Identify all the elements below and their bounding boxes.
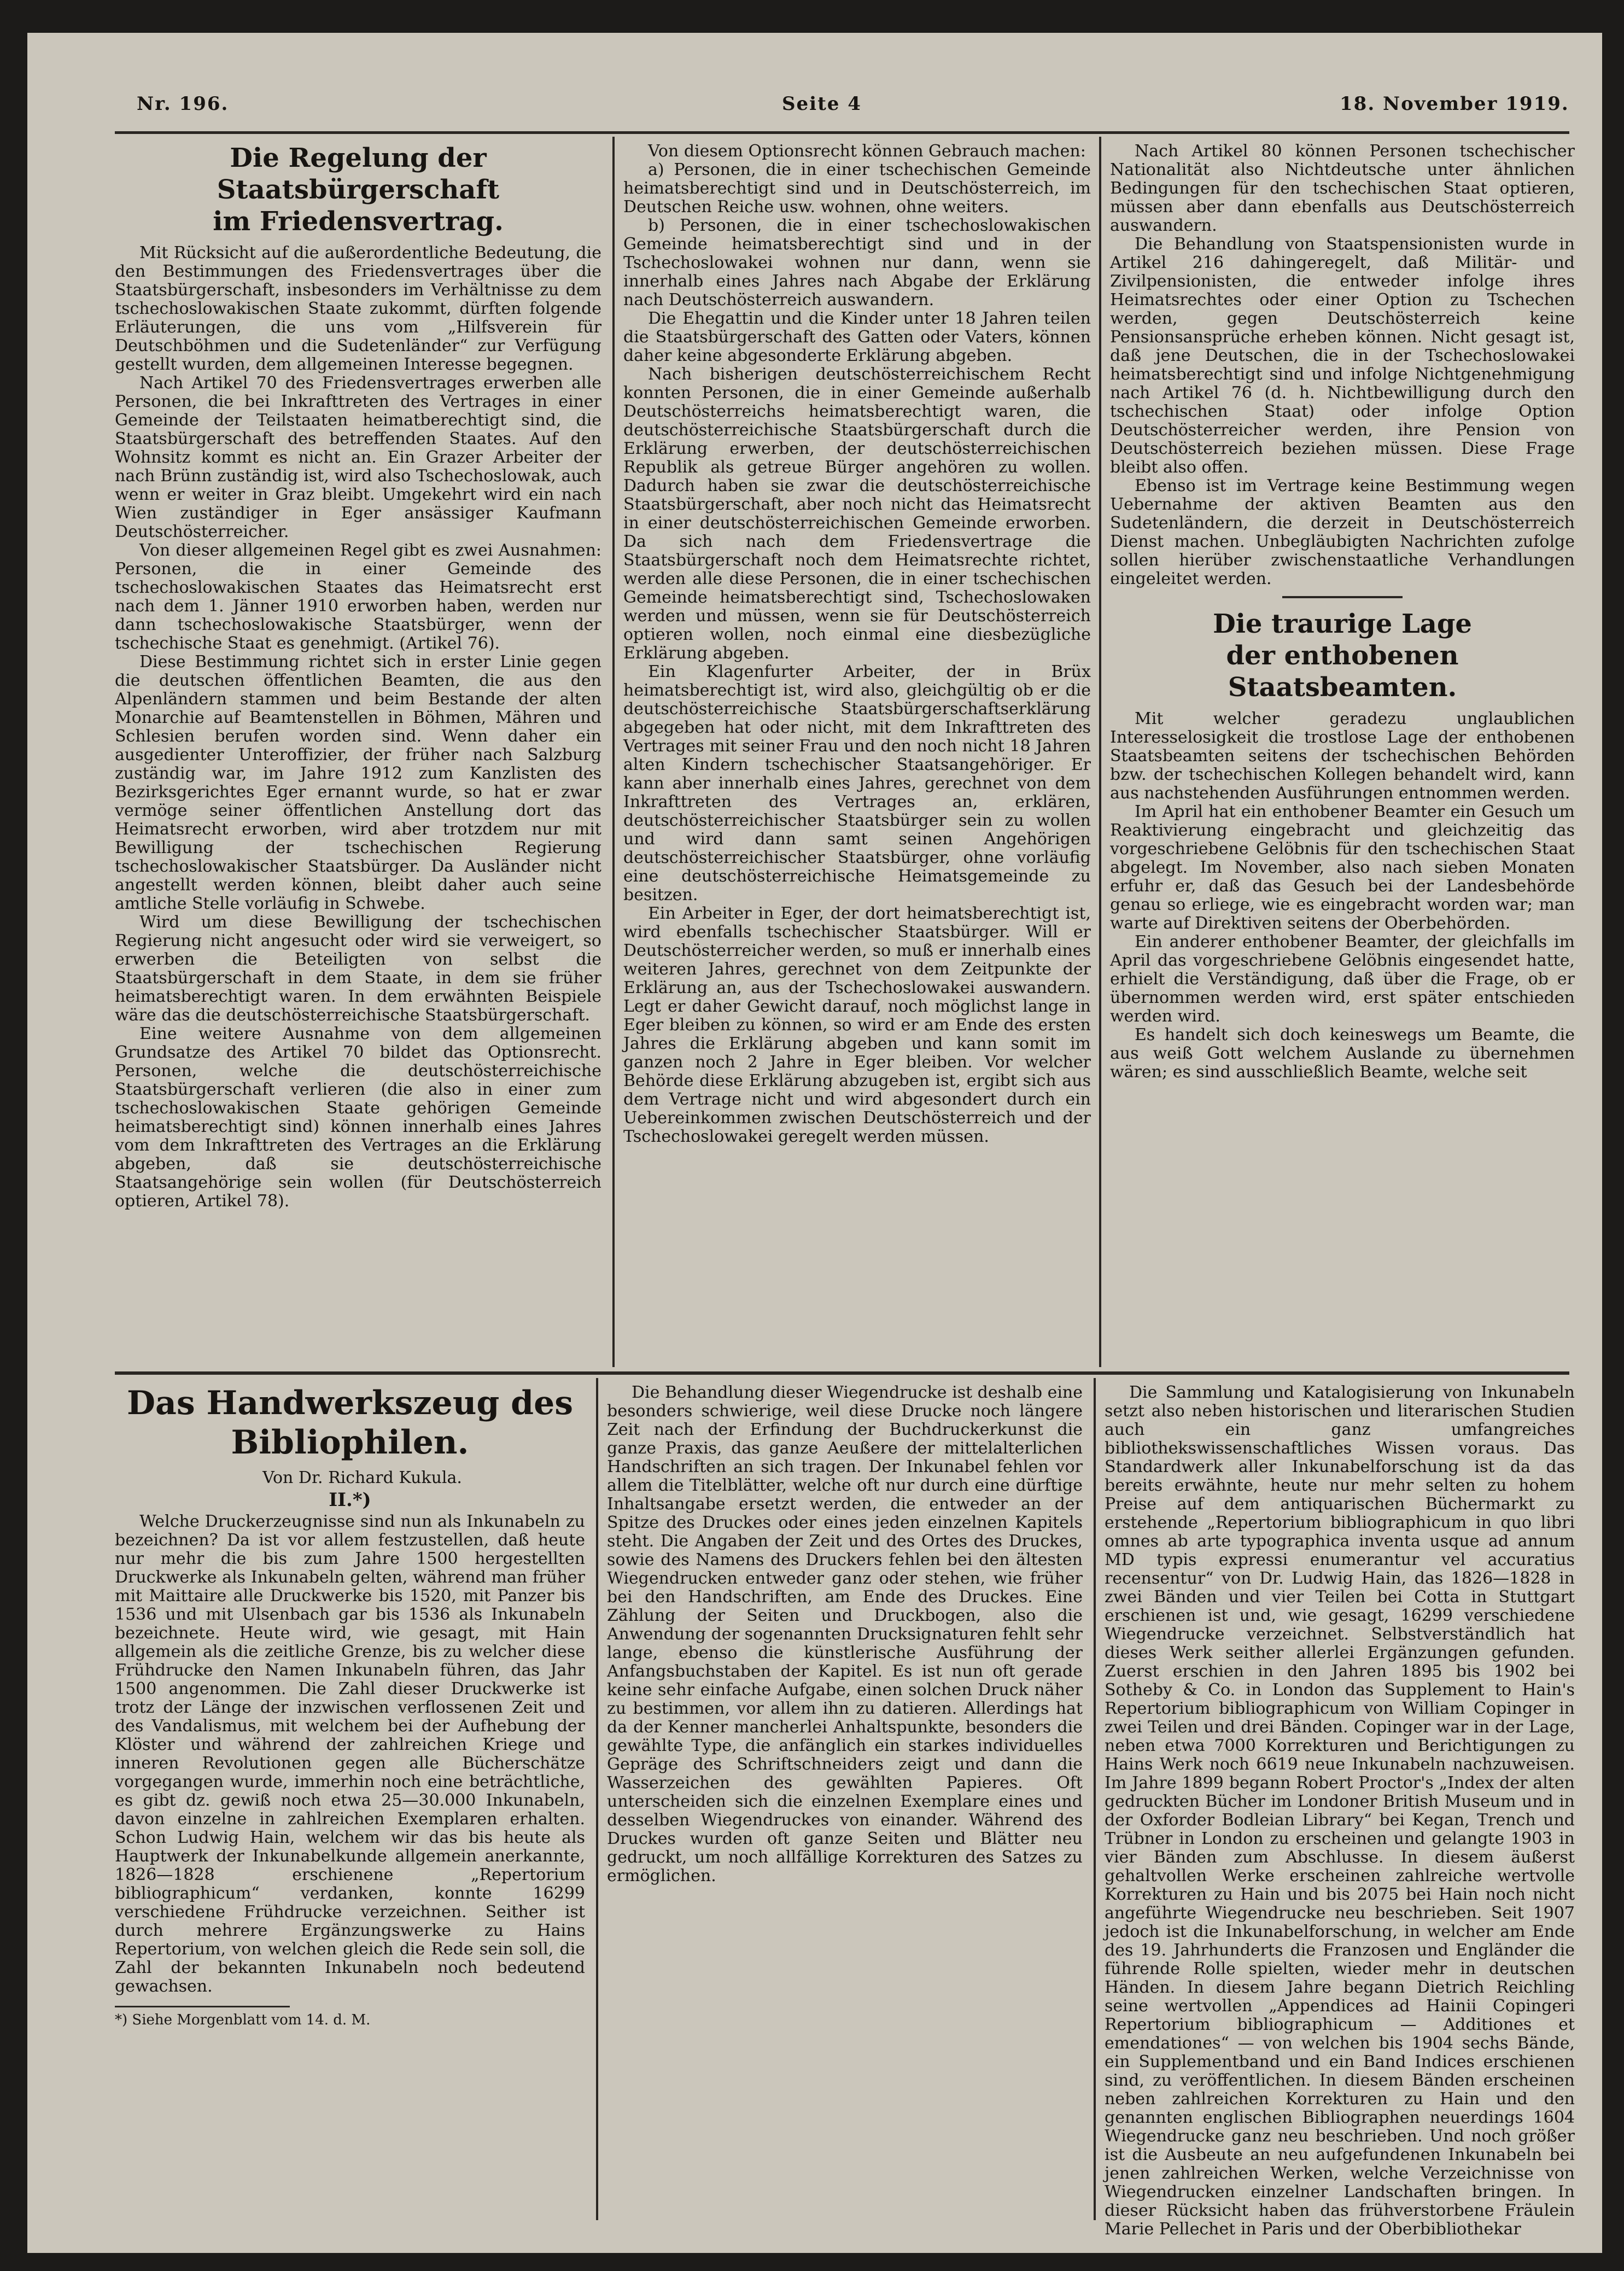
article-separator xyxy=(1282,596,1403,598)
article-column xyxy=(623,142,1091,1367)
article-column xyxy=(1110,142,1575,1367)
issue-date: 18. November 1919. xyxy=(1340,93,1569,115)
paragraph: Ein Arbeiter in Eger, der dort heimatsberechtigt ist, wird ebenfalls tschechischer Staatsbürger. Will er Deutschösterreicher werden, so muß er innerhalb eines weiteren Jahres, gerechnet von dem Zeitpunkte der Erklärung an, aus der Tschechoslowakei auswandern. Legt er daher Gewicht darauf, noch möglichst lange in Eger bleiben zu können, so wird er am Ende des ersten Jahres die Erklärung abgeben und kann somit im ganzen noch 2 Jahre in Eger bleiben. Vor welcher Behörde diese Erklärung abzugeben ist, ergibt sich aus dem Vertrage nicht und wird abgesondert durch ein Uebereinkommen zwischen Deutschösterreich und der Tschechoslowakei geregelt werden müssen. xyxy=(623,904,1091,1146)
paragraph: Mit Rücksicht auf die außerordentliche Bedeutung, die den Bestimmungen des Friedensvertrages über die Staatsbürgerschaft, insbesonders im Verhältnisse zu dem tschechoslowakischen Staate zukommt, dürften folgende Erläuterungen, die uns vom „Hilfsverein für Deutschböhmen und die Sudetenländer“ zur Verfügung gestellt wurden, dem allgemeinen Interesse begegnen. xyxy=(115,243,601,374)
paragraph: a) Personen, die in einer tschechischen Gemeinde heimatsberechtigt sind und in Deutschösterreich, im Deutschen Reiche usw. wohnen, ohne weiters. xyxy=(623,160,1091,217)
paragraph: Ein anderer enthobener Beamter, der gleichfalls im April das vorgeschriebene Gelöbnis eingesendet hatte, erhielt die Verständigung, daß über die Frage, ob er übernommen werden wird, erst später entschieden werden wird. xyxy=(1110,932,1575,1026)
article-title-line: Die traurige Lage xyxy=(1213,609,1472,639)
header-rule xyxy=(115,131,1569,134)
footnote: *) Siehe Morgenblatt vom 14. d. M. xyxy=(115,2012,371,2028)
article-column xyxy=(607,1383,1083,2226)
column-divider xyxy=(612,137,615,1367)
newspaper-page xyxy=(27,33,1602,2253)
paragraph: Es handelt sich doch keineswegs um Beamte, die aus weiß Gott welchem Auslande zu übernehmen wären; es sind ausschließlich Beamte, welche seit xyxy=(1110,1025,1575,1082)
paragraph: Diese Bestimmung richtet sich in erster Linie gegen die deutschen öffentlichen Beamten, die aus den Alpenländern stammen und beim Bestande der alten Monarchie auf Beamtenstellen in Böhmen, Mähren und Schlesien berufen worden sind. Wenn daher ein ausgedienter Unteroffizier, der früher nach Salzburg zuständig war, im Jahre 1912 zum Kanzlisten des Bezirksgerichtes Eger ernannt wurde, so hat er zwar vermöge seiner öffentlichen Anstellung dort das Heimatsrecht erworben, wird aber trotzdem nur mit Bewilligung der tschechischen Regierung tschechoslowakischer Staatsbürger. Da Ausländer nicht angestellt werden können, bleibt daher auch seine amtliche Stelle vorläufig in Schwebe. xyxy=(115,652,601,913)
paragraph: Nach bisherigen deutschösterreichischem Recht konnten Personen, die in einer Gemeinde außerhalb Deutschösterreichs heimatsberechtigt waren, die deutschösterreichische Staatsbürgerschaft durch die Erklärung erwerben, der deutschösterreichischen Republik als getreue Bürger angehören zu wollen. Dadurch haben sie zwar die deutschösterreichische Staatsbürgerschaft, aber noch nicht das Heimatsrecht in einer deutschösterreichischen Gemeinde erworben. Da sich nach dem Friedensvertrage die Staatsbürgerschaft noch dem Heimatsrechte richtet, werden alle diese Personen, die in einer tschechischen Gemeinde heimatsberechtigt sind, Tschechoslowaken werden und müssen, wenn sie für Deutschösterreich optieren wollen, noch einmal eine diesbezügliche Erklärung abgeben. xyxy=(623,365,1091,663)
column-divider xyxy=(1099,137,1101,1367)
column-divider xyxy=(1094,1378,1096,2220)
article-title: Das Handwerkszeug des Bibliophilen. xyxy=(126,1384,574,1462)
article-title xyxy=(115,142,601,237)
paragraph: Von diesem Optionsrecht können Gebrauch machen: xyxy=(648,142,1086,161)
article-column xyxy=(115,1383,585,2226)
column-divider xyxy=(596,1378,598,2220)
section-rule xyxy=(115,1371,1569,1375)
paragraph: Die Sammlung und Katalogisierung von Inkunabeln setzt also neben historischen und literarischen Studien auch ein ganz umfangreiches bibliothekswissenschaftliches Wissen voraus. Das Standardwerk aller Inkunabelforschung ist da das bereits erwähnte, heute nur mehr selten zu hohem Preise auf dem antiquarischen Büchermarkt zu erstehende „Repertorium bibliographicum in quo libri omnes ab arte typographica inventa usque ad annum MD typis expressi enumerantur vel accuratius recensentur“ von Dr. Ludwig Hain, das 1826—1828 in zwei Bänden und vier Teilen bei Cotta in Stuttgart erschienen ist und, wie gesagt, 16299 verschiedene Wiegendrucke verzeichnet. Selbstverständlich hat dieses Werk seither allerlei Ergänzungen gefunden. Zuerst erschien in den Jahren 1895 bis 1902 bei Sotheby & Co. in London das Supplement to Hain's Repertorium bibliographicum von William Copinger in zwei Teilen und drei Bänden. Copinger war in der Lage, neben etwa 7000 Korrekturen und Berichtigungen zu Hains Werk noch 6619 neue Inkunabeln nachzuweisen. Im Jahre 1899 begann Robert Proctor's „Index der alten gedruckten Bücher im Londoner British Museum und in der Oxforder Bodleian Library“ bei Kegan, Trench und Trübner in London zu erscheinen und gelangte 1903 in vier Bänden zum Abschlusse. In diesem äußerst gehaltvollen Werke erscheinen zahlreiche wertvolle Korrekturen zu Hain und bis 2075 bei Hain noch nicht angeführte Wiegendrucke neu beschrieben. Seit 1907 jedoch ist die Inkunabelforschung, in welcher am Ende des 19. Jahrhunderts die Franzosen und Engländer die führende Rolle spielten, wieder mehr in deutschen Händen. In diesem Jahre begann Dietrich Reichling seine wertvollen „Appendices ad Hainii Copingeri Repertorium bibliographicum — Additiones et emendationes“ — von welchen bis 1904 sechs Bände, ein Supplementband und ein Band Indices erschienen sind, zu veröffentlichen. In diesem Bänden erscheinen neben zahlreichen Korrekturen zu Hain und den genannten englischen Bibliographen neuerdings 1604 Wiegendrucke ganz neu beschrieben. Und noch größer ist die Ausbeute an neu aufgefundenen Inkunabeln bei jenen zahlreichen Werken, welche Verzeichnisse von Wiegendrucken einzelner Landschaften bringen. In dieser Rücksicht haben das frühverstorbene Fräulein Marie Pellechet in Paris und der Oberbibliothekar xyxy=(1105,1383,1575,2239)
issue-number: Nr. 196. xyxy=(137,93,229,115)
paragraph: Von dieser allgemeinen Regel gibt es zwei Ausnahmen: Personen, die in einer Gemeinde des tschechoslowakischen Staates das Heimatsrecht erst nach dem 1. Jänner 1910 erworben haben, werden nur dann tschechoslowakische Staatsbürger, wenn der tschechische Staat es genehmigt. (Artikel 76). xyxy=(115,541,601,653)
paragraph: Wird um diese Bewilligung der tschechischen Regierung nicht angesucht oder wird sie verweigert, so erwerben die Beteiligten von selbst die Staatsbürgerschaft in dem Staate, in dem sie früher heimatsberechtigt waren. In dem erwähnten Beispiele wäre das die deutschösterreichische Staatsbürgerschaft. xyxy=(115,913,601,1025)
page-number: Seite 4 xyxy=(782,93,862,115)
paragraph: Ebenso ist im Vertrage keine Bestimmung wegen Uebernahme der aktiven Beamten aus den Sudetenländern, die derzeit in Deutschösterreich Dienst machen. Unbegläubigten Nachrichten zufolge sollen hierüber zwischenstaatliche Verhandlungen eingeleitet werden. xyxy=(1110,476,1575,588)
paragraph: Mit welcher geradezu unglaublichen Interesselosigkeit die trostlose Lage der enthobenen Staatsbeamten seitens der tschechischen Behörden bzw. der tschechischen Kollegen behandelt wird, kann aus nachstehenden Ausführungen entnommen werden. xyxy=(1110,709,1575,803)
paragraph: b) Personen, die in einer tschechoslowakischen Gemeinde heimatsberechtigt sind und in der Tschechoslowakei wohnen nur dann, wenn sie innerhalb eines Jahres nach Abgabe der Erklärung nach Deutschösterreich auswandern. xyxy=(623,216,1091,310)
paragraph: Ein Klagenfurter Arbeiter, der in Brüx heimatsberechtigt ist, wird also, gleichgültig ob er die deutschösterreichische Staatsbürgerschaftserklärung abgegeben hat oder nicht, mit dem Inkrafttreten des Vertrages mit seiner Frau und den noch nicht 18 Jahren alten Kindern tschechischer Staatsangehöriger. Er kann aber innerhalb eines Jahres, gerechnet von dem Inkrafttreten des Vertrages an, erklären, deutschösterreichischer Staatsbürger sein zu wollen und wird dann samt seinen Angehörigen deutschösterreichischer Staatsbürger, ohne vorläufig eine deutschösterreichische Heimatsgemeinde zu besitzen. xyxy=(623,662,1091,904)
footnote-rule xyxy=(115,2006,290,2007)
article-title-line: der enthobenen Staatsbeamten. xyxy=(1226,640,1459,703)
paragraph: Im April hat ein enthobener Beamter ein Gesuch um Reaktivierung eingebracht und gleichzeitig das vorgeschriebene Gelöbnis für den tschechischen Staat abgelegt. Im November, also nach sieben Monaten erfuhr er, daß das Gesuch bei der Landesbehörde genau so erliege, wie es eingebracht worden war; man warte auf Direktiven seitens der Oberbehörden. xyxy=(1110,802,1575,933)
author-byline: Von Dr. Richard Kukula. xyxy=(262,1468,462,1487)
paragraph: Die Behandlung von Staatspensionisten wurde in Artikel 216 dahingeregelt, daß Militär- und Zivilpensionisten, die entweder infolge ihres Heimatsrechtes oder einer Option zu Tschechen werden, gegen Deutschösterreich keine Pensionsansprüche erheben können. Nicht gesagt ist, daß jene Deutschen, die in der Tschechoslowakei heimatsberechtigt sind und infolge Nichtgenehmigung nach Artikel 76 (d. h. Nichtbewilligung durch den tschechischen Staat) oder infolge Option Deutschösterreicher werden, ihre Pension von Deutschösterreich beziehen müssen. Diese Frage bleibt also offen. xyxy=(1110,235,1575,477)
article-title-line: im Friedensvertrag. xyxy=(213,206,504,237)
paragraph: Die Behandlung dieser Wiegendrucke ist deshalb eine besonders schwierige, weil diese Drucke noch längere Zeit nach der Erfindung der Buchdruckerkunst die ganze Praxis, das ganze Aeußere der mittelalterlichen Handschriften an sich tragen. Der Inkunabel fehlen vor allem die Titelblätter, welche oft nur durch eine dürftige Inhaltsangabe ersetzt werden, die entweder an der Spitze des Druckes oder eines jeden einzelnen Kapitels steht. Die Angaben der Zeit und des Ortes des Druckes, sowie des Namens des Druckers fehlen bei den ältesten Wiegendrucken entweder ganz oder stehen, wie früher bei den Handschriften, am Ende des Druckes. Eine Zählung der Seiten und Druckbogen, also die Anwendung der sogenannten Drucksignaturen fehlt sehr lange, ebenso die künstlerische Ausführung der Anfangsbuchstaben der Kapitel. Es ist nun oft gerade keine sehr einfache Aufgabe, einen solchen Druck näher zu bestimmen, vor allem ihn zu datieren. Allerdings hat da der Kenner mancherlei Anhaltspunkte, besonders die gewählte Type, die anfänglich ein starkes individuelles Gepräge des Schriftschneiders zeigt und dann die Wasserzeichen des gewählten Papieres. Oft unterscheiden sich die einzelnen Exemplare eines und desselben Wiegendruckes von einander. Während des Druckes wurden oft ganze Seiten und Blätter neu gedruckt, um noch allfällige Korrekturen des Satzes zu ermöglichen. xyxy=(607,1383,1083,1885)
paragraph: Nach Artikel 80 können Personen tschechischer Nationalität also Nichtdeutsche unter ähnlichen Bedingungen für den tschechischen Staat optieren, müssen aber dann ebenfalls aus Deutschösterreich auswandern. xyxy=(1110,142,1575,235)
article-column xyxy=(1105,1383,1575,2239)
paragraph: Nach Artikel 70 des Friedensvertrages erwerben alle Personen, die bei Inkrafttreten des Vertrages in einer Gemeinde der Teilstaaten heimatberechtigt sind, die Staatsbürgerschaft des betreffenden Staates. Auf den Wohnsitz kommt es nicht an. Ein Grazer Arbeiter der nach Brünn zuständig ist, wird also Tschechoslowak, auch wenn er weiter in Graz bleibt. Umgekehrt wird ein nach Wien zuständiger in Eger ansässiger Kaufmann Deutschösterreicher. xyxy=(115,373,601,541)
article-title-line: Die Regelung der Staatsbürgerschaft xyxy=(217,143,500,205)
paragraph: Welche Druckerzeugnisse sind nun als Inkunabeln zu bezeichnen? Da ist vor allem festzustellen, daß heute nur mehr die bis zum Jahre 1500 hergestellten Druckwerke als Inkunabeln gelten, während man früher mit Maittaire alle Druckwerke bis 1520, mit Panzer bis 1536 und mit Ulsenbach gar bis 1536 als Inkunabeln bezeichnete. Heute wird, wie gesagt, mit Hain allgemein als die zeitliche Grenze, bis zu welcher diese Frühdrucke den Namen Inkunabeln führen, das Jahr 1500 angenommen. Die Zahl dieser Druckwerke ist trotz der Länge der inzwischen verflossenen Zeit und des Vandalismus, mit welchem bei der Aufhebung der Klöster und während der zahlreichen Kriege und inneren Revolutionen gegen alle Bücherschätze vorgegangen wurde, immerhin noch eine beträchtliche, es gibt dz. gewiß noch etwa 25—30.000 Inkunabeln, davon einzelne in zahlreichen Exemplaren erhalten. Schon Ludwig Hain, welchem wir das bis heute als Hauptwerk der Inkunabelkunde allgemein anerkannte, 1826—1828 erschienene „Repertorium bibliographicum“ verdanken, konnte 16299 verschiedene Frühdrucke verzeichnen. Seither ist durch mehrere Ergänzungswerke zu Hains Repertorium, von welchen gleich die Rede sein soll, die Zahl der bekannten Inkunabeln noch bedeutend gewachsen. xyxy=(115,1512,585,1996)
paragraph: Die Ehegattin und die Kinder unter 18 Jahren teilen die Staatsbürgerschaft des Gatten oder Vaters, können daher keine abgesonderte Erklärung abgeben. xyxy=(623,309,1091,365)
article-title xyxy=(1110,608,1575,703)
part-number: II.*) xyxy=(329,1489,371,1511)
article-column xyxy=(115,142,601,1367)
paragraph: Eine weitere Ausnahme von dem allgemeinen Grundsatze des Artikel 70 bildet das Optionsrecht. Personen, welche die deutschösterreichische Staatsbürgerschaft verlieren (die also in einer zum tschechoslowakischen Staate gehörigen Gemeinde heimatsberechtigt sind) können innerhalb eines Jahres vom dem Inkrafttreten des Vertrages an die Erklärung abgeben, daß sie deutschösterreichische Staatsangehörige sein wollen (für Deutschösterreich optieren, Artikel 78). xyxy=(115,1024,601,1211)
